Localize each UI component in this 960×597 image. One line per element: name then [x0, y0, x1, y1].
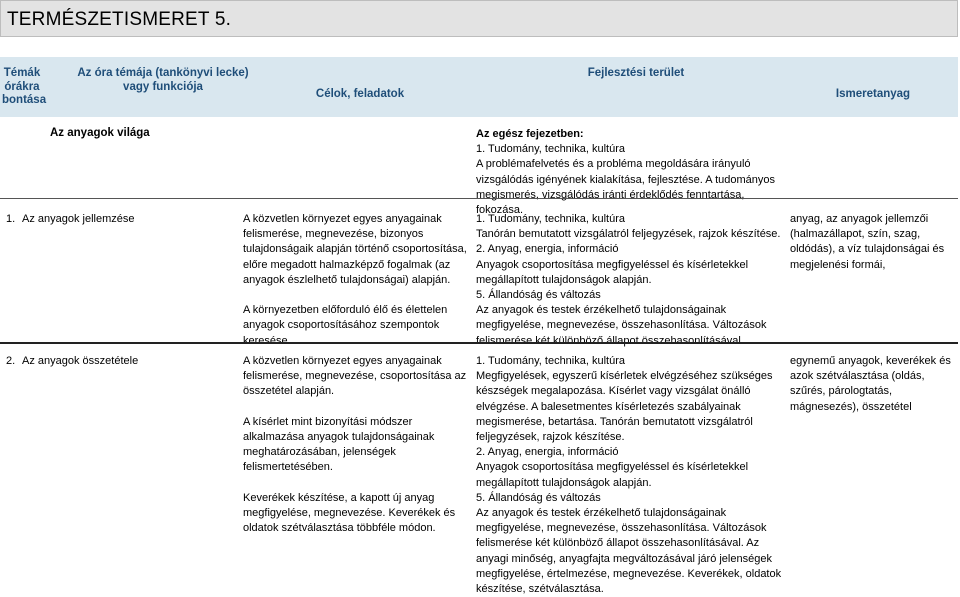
row-1-dev-text-2: Anyagok csoportosítása megfigyeléssel és kísérletekkel megállapított tulajdonságok alapján.: [476, 258, 749, 286]
row-1-goals-1: A közvetlen környezet egyes anyagainak felismerése, megnevezése, bizonyos tulajdonságaik alapján történő csoportosítása, előre megadott halmazképző fogalmak (az anyagok észlelhető tulajdonságai) alapján.: [243, 213, 467, 286]
row-2-dev-text-3: Az anyagok és testek érzékelhető tulajdonságainak megfigyelése, megnevezése, összehasonlítása. Változások felismerése két különböző állapot összehasonlításával. Az anyagi minőség, anyagfajta megváltozásával járó jelenségek megfigyelése, értelmezése, megnevezése. Keverékek, oldatok készítése, szétválasztása.: [476, 507, 782, 596]
row-2-goals-3: Keverékek készítése, a kapott új anyag megfigyelése, megnevezése. Keverékek és oldatok szétválasztása többféle módon.: [243, 491, 456, 535]
row-1-dev-text-1: Tanórán bemutatott vizsgálatról feljegyzések, rajzok készítése.: [476, 228, 781, 241]
row-2-goals-1: A közvetlen környezet egyes anyagainak felismerése, megnevezése, csoportosítása az összetétel alapján.: [243, 355, 467, 398]
header-development: Fejlesztési terület: [587, 67, 685, 79]
row-2-knowledge: egynemű anyagok, keverékek és azok szétválasztása (oldás, szűrés, párologtatás, mágnesezés), összetétel: [790, 355, 951, 413]
row-divider: [0, 342, 958, 344]
row-1-development: [476, 212, 786, 349]
header-goals: Célok, feladatok: [315, 88, 405, 100]
row-1-goals: [243, 212, 475, 349]
row-2-dev-area-3: 5. Állandóság és változás: [476, 491, 601, 504]
row-2-goals-2: A kísérlet mint bizonyítási módszer alkalmazása anyagok tulajdonságainak meghatározásában, jelenségek felismertetésében.: [243, 415, 435, 474]
header-topic: Az óra témája (tankönyvi lecke) vagy funkciója: [77, 67, 249, 93]
row-2-goals: [243, 354, 475, 536]
header-hours: Témák órákra bontása: [2, 67, 47, 106]
chapter-whole-text: A problémafelvetés és a probléma megoldására irányuló vizsgálódás igényének kialakítása, fejlesztése. A tudományos megismerés, vizsgálódás iránti érdeklődés fenntartása, fokozása.: [476, 158, 776, 217]
row-1-dev-area-2: 2. Anyag, energia, információ: [476, 243, 619, 256]
row-1-dev-text-3: Az anyagok és testek érzékelhető tulajdonságainak megfigyelése, megnevezése, összehasonlítása. Változások felismerése két különböző állapot összehasonlításával.: [476, 304, 767, 347]
row-2-development: [476, 354, 786, 597]
row-1-goals-2: A környezetben előforduló élő és élettelen anyagok csoportosításához szempontok keresése.: [243, 304, 448, 347]
document-title: TERMÉSZETISMERET 5.: [0, 0, 958, 37]
row-2-dev-area-2: 2. Anyag, energia, információ: [476, 446, 619, 459]
chapter-whole-block: [476, 127, 786, 218]
row-1-topic: Az anyagok jellemzése: [22, 213, 135, 225]
row-2-dev-text-2: Anyagok csoportosítása megfigyeléssel és kísérletekkel megállapított tulajdonságok alapján.: [476, 461, 749, 489]
row-1-number: 1.: [6, 213, 16, 225]
chapter-title: Az anyagok világa: [50, 127, 150, 139]
table-header: [0, 57, 958, 117]
row-2-number: 2.: [6, 355, 16, 367]
row-1-knowledge: anyag, az anyagok jellemzői (halmazállapot, szín, szag, oldódás), a víz tulajdonságai és megjelenési formái,: [790, 213, 945, 271]
row-1-dev-area-3: 5. Állandóság és változás: [476, 289, 601, 302]
row-1-dev-area-1: 1. Tudomány, technika, kultúra: [476, 213, 625, 225]
chapter-whole-label: Az egész fejezetben:: [476, 128, 584, 140]
row-divider: [0, 198, 958, 199]
row-2-topic: Az anyagok összetétele: [22, 355, 139, 367]
row-2-dev-text-1: Megfigyelések, egyszerű kísérletek elvégzéséhez szükséges készségek megalapozása. Kísérlet vagy vizsgálat önálló elvégzése. A balesetmentes kísérletezés szabályainak megismerése, betartása. Tanórán bemutatott vizsgálatról feljegyzések, rajzok készítése.: [476, 370, 773, 444]
header-knowledge: Ismeretanyag: [835, 88, 911, 100]
chapter-whole-area: 1. Tudomány, technika, kultúra: [476, 143, 625, 156]
row-2-dev-area-1: 1. Tudomány, technika, kultúra: [476, 355, 625, 367]
